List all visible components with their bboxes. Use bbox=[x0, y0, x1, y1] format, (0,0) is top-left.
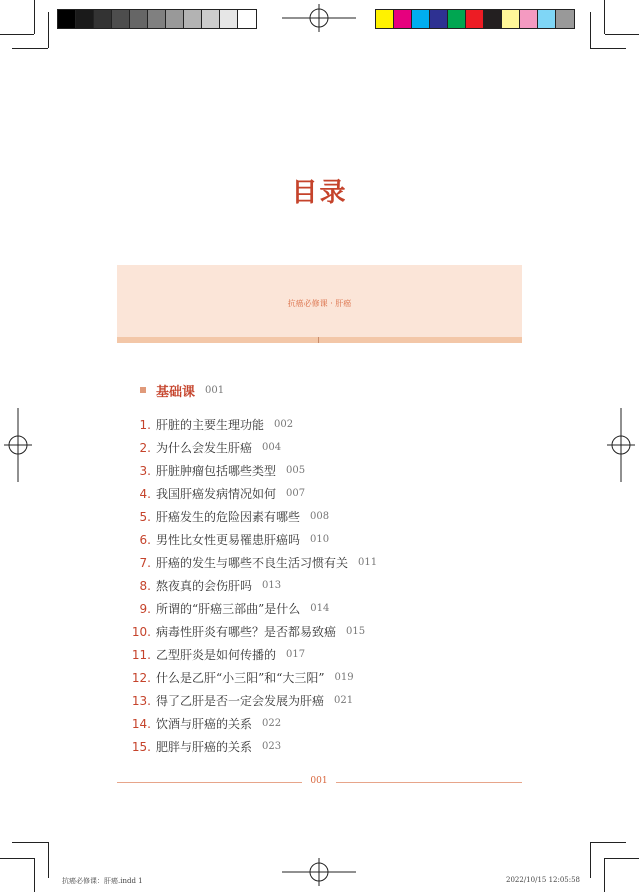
registration-mark-icon bbox=[4, 408, 32, 482]
gray-color-bar bbox=[57, 9, 257, 29]
entry-number: 6. bbox=[139, 532, 151, 547]
entry-title: 肥胖与肝癌的关系 bbox=[156, 740, 253, 754]
crop-mark bbox=[604, 858, 605, 892]
toc-entry[interactable] bbox=[130, 643, 510, 666]
entry-page: 007 bbox=[286, 488, 306, 499]
process-color-bar bbox=[375, 9, 575, 29]
entry-number: 9. bbox=[139, 601, 151, 616]
entry-page: 010 bbox=[310, 534, 330, 545]
entry-number: 1. bbox=[139, 417, 151, 432]
toc-entry[interactable] bbox=[130, 413, 510, 436]
toc-entry[interactable] bbox=[130, 666, 510, 689]
color-swatch bbox=[148, 10, 166, 28]
entry-page: 019 bbox=[334, 672, 354, 683]
square-bullet-icon bbox=[140, 387, 146, 393]
entry-title: 病毒性肝炎有哪些？是否都易致癌 bbox=[156, 625, 337, 639]
registration-mark-icon bbox=[282, 858, 356, 886]
entry-page: 013 bbox=[262, 580, 282, 591]
entry-number: 12. bbox=[131, 670, 151, 685]
entry-page: 014 bbox=[310, 603, 330, 614]
slug-timestamp: 2022/10/15 12:05:58 bbox=[506, 876, 581, 884]
toc-entry[interactable] bbox=[130, 597, 510, 620]
entry-title: 熬夜真的会伤肝吗 bbox=[156, 579, 253, 593]
crop-mark bbox=[605, 858, 639, 859]
entry-page: 021 bbox=[334, 695, 354, 706]
entry-number: 3. bbox=[139, 463, 151, 478]
crop-mark bbox=[12, 842, 48, 843]
toc-entry[interactable] bbox=[130, 528, 510, 551]
page-number: 001 bbox=[310, 776, 328, 786]
entry-page: 017 bbox=[286, 649, 306, 660]
toc-list bbox=[130, 413, 510, 758]
color-swatch bbox=[502, 10, 520, 28]
color-swatch bbox=[520, 10, 538, 28]
entry-page: 023 bbox=[262, 741, 282, 752]
entry-title: 得了乙肝是否一定会发展为肝癌 bbox=[156, 694, 325, 708]
toc-entry[interactable] bbox=[130, 712, 510, 735]
entry-number: 10. bbox=[131, 624, 151, 639]
entry-title: 男性比女性更易罹患肝癌吗 bbox=[156, 533, 301, 547]
color-swatch bbox=[112, 10, 130, 28]
crop-mark bbox=[590, 48, 626, 49]
toc-entry[interactable] bbox=[130, 482, 510, 505]
registration-mark-icon bbox=[607, 408, 635, 482]
entry-title: 肝脏的主要生理功能 bbox=[156, 418, 265, 432]
entry-title: 什么是乙肝“小三阳”和“大三阳” bbox=[156, 671, 325, 685]
color-swatch bbox=[466, 10, 484, 28]
entry-title: 肝脏肿瘤包括哪些类型 bbox=[156, 464, 277, 478]
crop-mark bbox=[0, 34, 34, 35]
entry-number: 8. bbox=[139, 578, 151, 593]
color-swatch bbox=[376, 10, 394, 28]
banner-stripe bbox=[117, 337, 522, 343]
entry-number: 15. bbox=[131, 739, 151, 754]
entry-title: 饮酒与肝癌的关系 bbox=[156, 717, 253, 731]
crop-mark bbox=[34, 0, 35, 34]
crop-mark bbox=[12, 48, 48, 49]
crop-mark bbox=[604, 0, 605, 34]
color-swatch bbox=[184, 10, 202, 28]
crop-mark bbox=[34, 858, 35, 892]
color-swatch bbox=[130, 10, 148, 28]
slug-filename: 抗癌必修课：肝癌.indd 1 bbox=[62, 877, 143, 885]
color-swatch bbox=[220, 10, 238, 28]
registration-mark-icon bbox=[282, 4, 356, 32]
crop-mark bbox=[48, 842, 49, 878]
entry-number: 11. bbox=[131, 647, 151, 662]
crop-mark bbox=[48, 12, 49, 48]
section-heading[interactable] bbox=[140, 380, 224, 400]
crop-mark bbox=[590, 12, 591, 48]
entry-number: 7. bbox=[139, 555, 151, 570]
entry-title: 我国肝癌发病情况如何 bbox=[156, 487, 277, 501]
crop-mark bbox=[590, 842, 626, 843]
banner-tick bbox=[318, 337, 319, 343]
footer-rule-left bbox=[117, 782, 302, 783]
color-swatch bbox=[448, 10, 466, 28]
entry-number: 13. bbox=[131, 693, 151, 708]
entry-page: 015 bbox=[346, 626, 366, 637]
section-page: 001 bbox=[205, 384, 225, 396]
color-swatch bbox=[94, 10, 112, 28]
entry-number: 4. bbox=[139, 486, 151, 501]
color-swatch bbox=[556, 10, 574, 28]
toc-entry[interactable] bbox=[130, 436, 510, 459]
entry-page: 008 bbox=[310, 511, 330, 522]
entry-page: 004 bbox=[262, 442, 282, 453]
color-swatch bbox=[430, 10, 448, 28]
entry-page: 002 bbox=[274, 419, 294, 430]
crop-mark bbox=[590, 842, 591, 878]
toc-entry[interactable] bbox=[130, 574, 510, 597]
toc-entry[interactable] bbox=[130, 735, 510, 758]
entry-number: 2. bbox=[139, 440, 151, 455]
crop-mark bbox=[0, 858, 34, 859]
entry-number: 14. bbox=[131, 716, 151, 731]
color-swatch bbox=[166, 10, 184, 28]
entry-title: 肝癌发生的危险因素有哪些 bbox=[156, 510, 301, 524]
color-swatch bbox=[394, 10, 412, 28]
entry-title: 所谓的“肝癌三部曲”是什么 bbox=[156, 602, 301, 616]
crop-mark bbox=[605, 34, 639, 35]
entry-page: 022 bbox=[262, 718, 282, 729]
color-swatch bbox=[538, 10, 556, 28]
entry-number: 5. bbox=[139, 509, 151, 524]
color-swatch bbox=[58, 10, 76, 28]
toc-entry[interactable] bbox=[130, 689, 510, 712]
color-swatch bbox=[412, 10, 430, 28]
page-title: 目录 bbox=[291, 178, 348, 208]
entry-page: 005 bbox=[286, 465, 306, 476]
color-swatch bbox=[202, 10, 220, 28]
color-swatch bbox=[238, 10, 256, 28]
color-swatch bbox=[76, 10, 94, 28]
footer-rule-right bbox=[336, 782, 522, 783]
color-swatch bbox=[484, 10, 502, 28]
entry-title: 乙型肝炎是如何传播的 bbox=[156, 648, 277, 662]
banner-text: 抗癌必修课 · 肝癌 bbox=[287, 299, 352, 308]
toc-entry[interactable] bbox=[130, 620, 510, 643]
toc-entry[interactable] bbox=[130, 459, 510, 482]
toc-entry[interactable] bbox=[130, 551, 510, 574]
entry-title: 为什么会发生肝癌 bbox=[156, 441, 253, 455]
entry-page: 011 bbox=[358, 557, 378, 568]
entry-title: 肝癌的发生与哪些不良生活习惯有关 bbox=[156, 556, 349, 570]
toc-entry[interactable] bbox=[130, 505, 510, 528]
section-name: 基础课 bbox=[156, 384, 196, 400]
